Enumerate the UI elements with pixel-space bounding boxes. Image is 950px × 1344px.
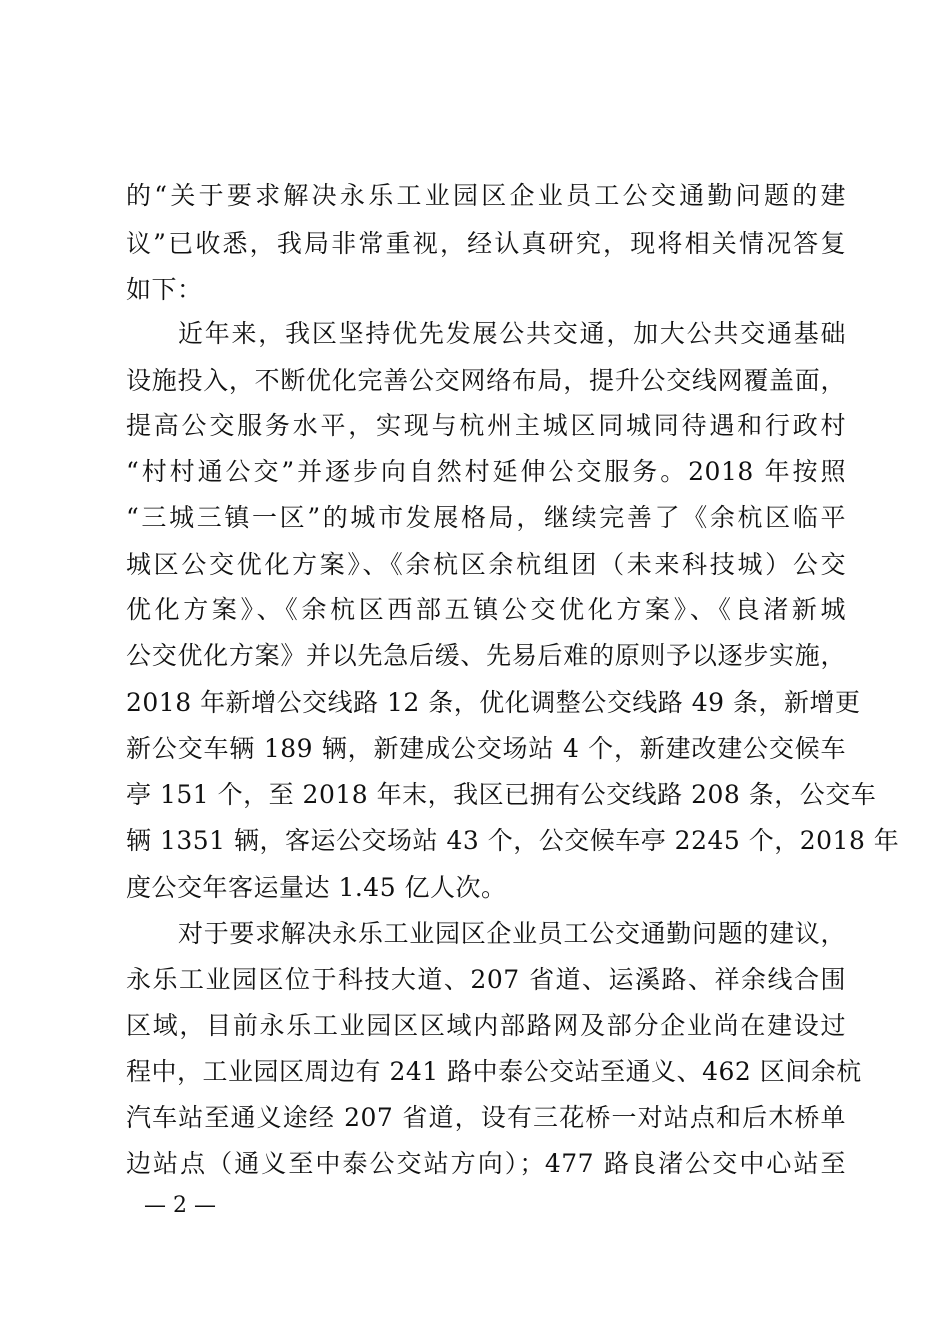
- body-text-line: 新公交车辆 189 辆，新建成公交场站 4 个，新建改建公交候车: [126, 734, 846, 763]
- body-text-line: 如下：: [126, 275, 203, 304]
- body-text-line: 议”已收悉，我局非常重视，经认真研究，现将相关情况答复: [126, 229, 846, 258]
- body-text-line: 近年来，我区坚持优先发展公共交通，加大公共交通基础: [178, 319, 846, 348]
- body-text-line: 程中，工业园区周边有 241 路中泰公交站至通义、462 区间余杭: [126, 1057, 862, 1086]
- body-text-line: 对于要求解决永乐工业园区企业员工公交通勤问题的建议，: [178, 919, 846, 948]
- body-text-line: 永乐工业园区位于科技大道、207 省道、运溪路、祥余线合围: [126, 965, 846, 994]
- body-text-line: 优化方案》、《余杭区西部五镇公交优化方案》、《良渚新城: [126, 595, 846, 624]
- page-number: — 2 —: [144, 1193, 216, 1218]
- body-text-line: 边站点（通义至中泰公交站方向）；477 路良渚公交中心站至: [126, 1149, 846, 1178]
- body-text-line: 汽车站至通义途经 207 省道，设有三花桥一对站点和后木桥单: [126, 1103, 846, 1132]
- body-text-line: 城区公交优化方案》、《余杭区余杭组团（未来科技城）公交: [126, 550, 846, 579]
- body-text-line: 提高公交服务水平，实现与杭州主城区同城同待遇和行政村: [126, 411, 846, 440]
- body-text-line: 2018 年新增公交线路 12 条，优化调整公交线路 49 条，新增更: [126, 688, 861, 717]
- body-text-line: “三城三镇一区”的城市发展格局，继续完善了《余杭区临平: [126, 503, 846, 532]
- body-text-line: 设施投入，不断优化完善公交网络布局，提升公交线网覆盖面，: [126, 366, 846, 395]
- body-text-line: 区域，目前永乐工业园区区域内部路网及部分企业尚在建设过: [126, 1011, 846, 1040]
- body-text-line: 度公交年客运量达 1.45 亿人次。: [126, 873, 507, 902]
- body-text-line: 辆 1351 辆，客运公交场站 43 个，公交候车亭 2245 个，2018 年: [126, 826, 900, 855]
- body-text-line: 的“关于要求解决永乐工业园区企业员工公交通勤问题的建: [126, 181, 846, 210]
- body-text-line: “村村通公交”并逐步向自然村延伸公交服务。2018 年按照: [126, 457, 846, 486]
- body-text-line: 公交优化方案》并以先急后缓、先易后难的原则予以逐步实施，: [126, 641, 846, 670]
- body-text-line: 亭 151 个，至 2018 年末，我区已拥有公交线路 208 条，公交车: [126, 780, 877, 809]
